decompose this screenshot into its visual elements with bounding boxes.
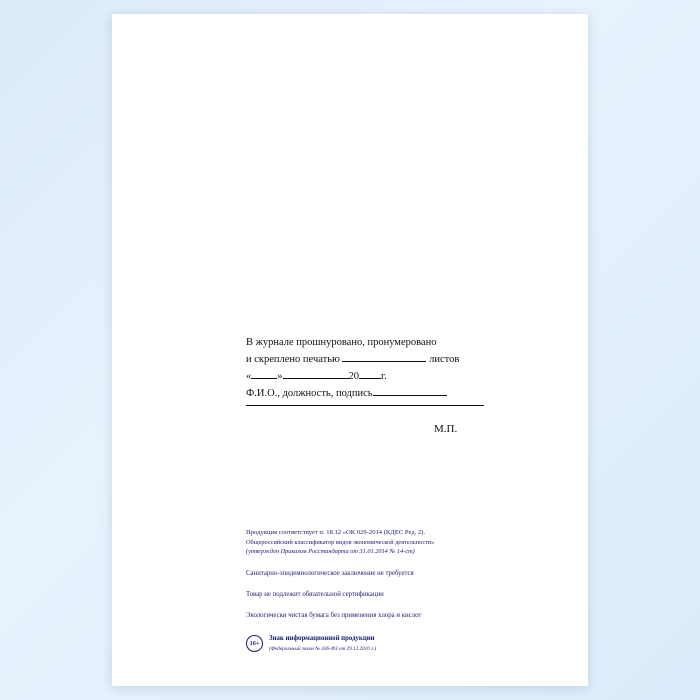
- footer-spacer-1: [246, 557, 526, 569]
- year-suffix: г.: [381, 370, 387, 382]
- month-blank[interactable]: [283, 368, 349, 379]
- certify-line-2-suffix: листов: [429, 353, 460, 365]
- okved-line-3: (утвержден Приказом Росстандарта от 31.01.2014 № 14-ст): [246, 548, 415, 556]
- okved-line-2: Общероссийский классификатор видов экономической деятельности»: [246, 538, 435, 546]
- age-rating-icon: 16+: [246, 635, 263, 652]
- certify-line-1: В журнале прошнуровано, пронумеровано: [246, 337, 437, 348]
- statement-certification: Товар не подлежит обязательной сертификации: [246, 590, 384, 598]
- sheets-count-blank[interactable]: [342, 351, 426, 362]
- footer-spacer-2: [246, 579, 526, 590]
- okved-line-1: Продукция соответствует п. 18.12 «ОК 029-2014 (КДЕС Ред. 2).: [246, 529, 426, 536]
- signer-blank[interactable]: [373, 385, 447, 396]
- info-mark-law: (Федеральный закон № 436-ФЗ от 29.12.2010 г.): [269, 645, 377, 652]
- document-page: [112, 14, 588, 686]
- date-open-quote: «: [246, 370, 252, 382]
- info-mark-title: Знак информационной продукции: [269, 635, 375, 643]
- signer-label: Ф.И.О., должность, подпись: [246, 387, 373, 399]
- year-prefix: 20: [348, 370, 359, 382]
- date-close-quote: »: [277, 370, 283, 382]
- stamp-place-label: М.П.: [434, 423, 458, 435]
- day-blank[interactable]: [251, 368, 277, 379]
- year-blank[interactable]: [359, 368, 381, 379]
- certify-line-4: [246, 385, 486, 402]
- certify-line-2-prefix: и скреплено печатью: [246, 353, 340, 365]
- certify-line-2: [246, 351, 486, 368]
- certify-line-3: [246, 368, 486, 385]
- footer-block: [246, 528, 526, 653]
- certification-block: [246, 336, 486, 406]
- info-mark-text: [269, 634, 376, 653]
- statement-eco-paper: Экологически чистая бумага без применения хлора и кислот: [246, 612, 422, 620]
- signature-rule: [246, 404, 484, 406]
- statement-sanitary: Санитарно-эпидемиологическое заключение не требуется: [246, 569, 414, 577]
- footer-spacer-3: [246, 600, 526, 611]
- info-mark-row: [246, 634, 526, 653]
